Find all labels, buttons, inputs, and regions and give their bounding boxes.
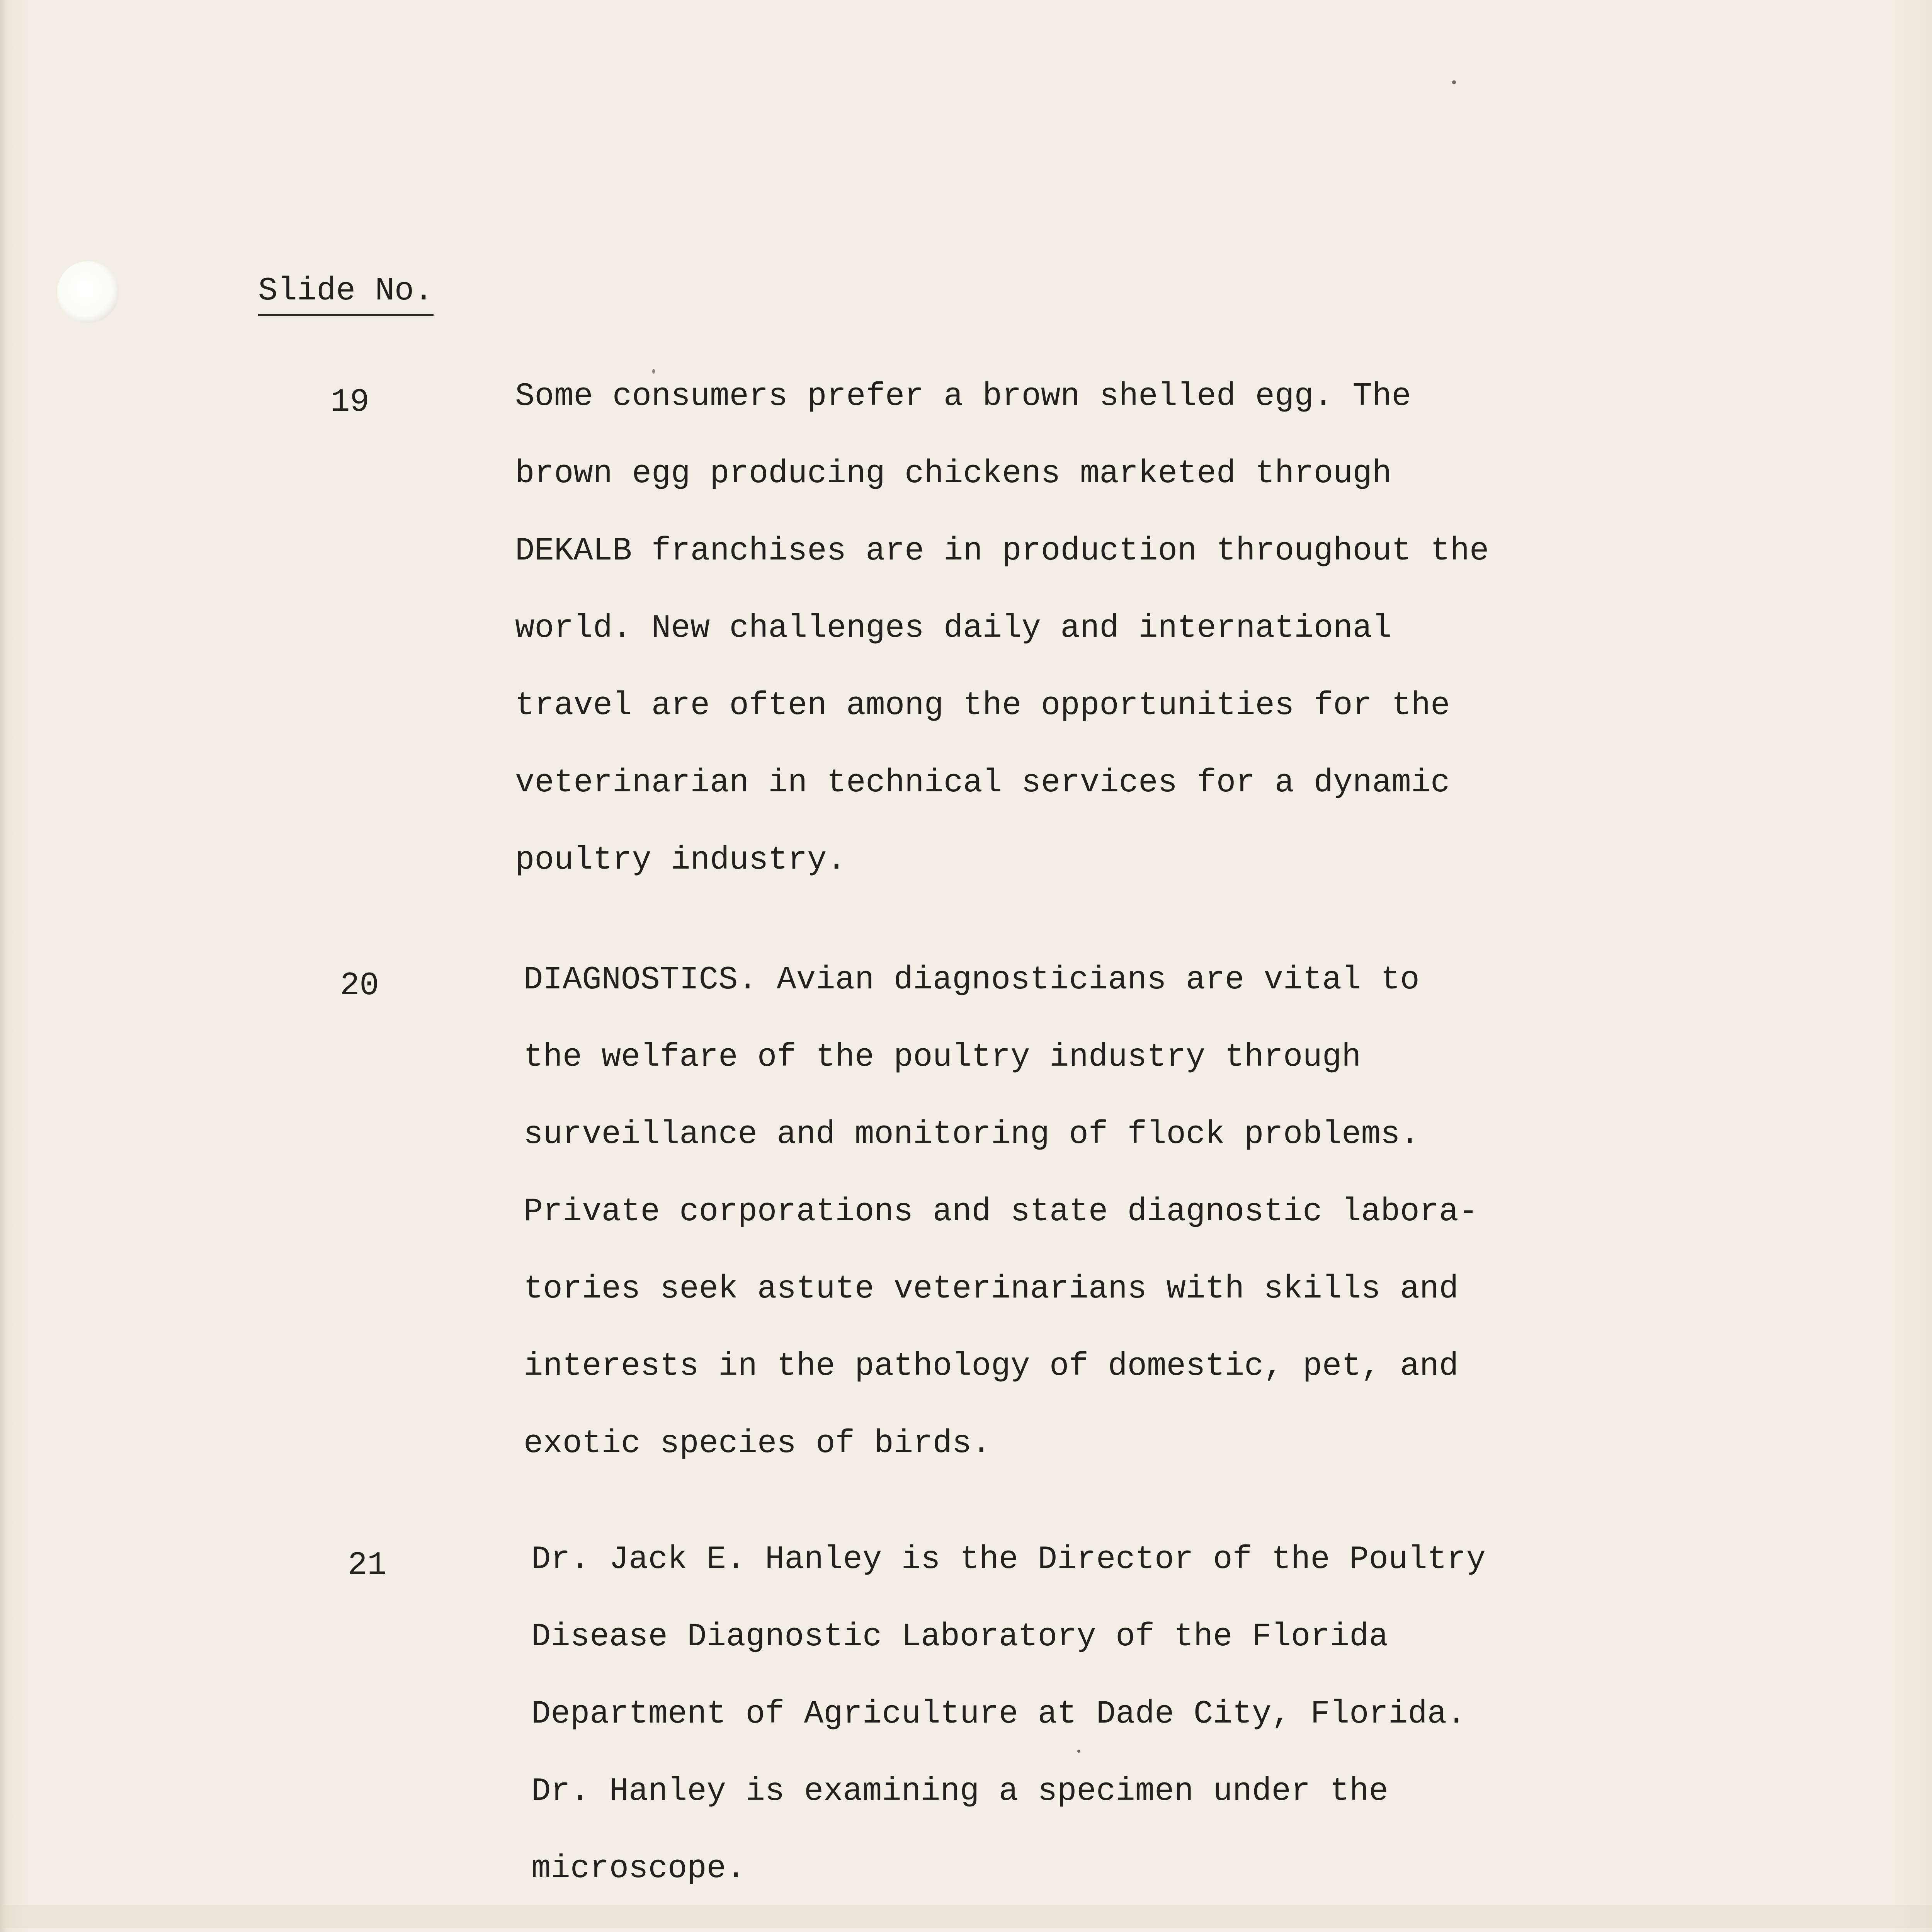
paragraph-line: Dr. Hanley is examining a specimen under the xyxy=(531,1773,1388,1810)
slide-number-20: 20 xyxy=(340,968,379,1004)
paper-speck xyxy=(652,369,655,374)
paragraph-line: Some consumers prefer a brown shelled egg. The xyxy=(515,378,1411,415)
paragraph-line: Department of Agriculture at Dade City, Florida. xyxy=(531,1696,1466,1733)
paper-speck xyxy=(1077,1750,1080,1753)
paragraph-line: the welfare of the poultry industry through xyxy=(524,1039,1361,1076)
paragraph-line: Dr. Jack E. Hanley is the Director of the Poultry xyxy=(531,1541,1486,1578)
paragraph-line: travel are often among the opportunities for the xyxy=(515,687,1450,724)
slide-number-column-header: Slide No. xyxy=(258,275,434,316)
paragraph-line: tories seek astute veterinarians with skills and xyxy=(524,1271,1459,1308)
paragraph-line: microscope. xyxy=(531,1850,746,1887)
punch-hole-top xyxy=(57,261,119,323)
slide-number-21: 21 xyxy=(348,1547,387,1584)
paragraph-line: DEKALB franchises are in production throughout the xyxy=(515,533,1489,570)
paragraph-line: poultry industry. xyxy=(515,842,846,879)
paragraph-line: veterinarian in technical services for a dynamic xyxy=(515,765,1450,801)
paragraph-line: world. New challenges daily and international xyxy=(515,610,1392,647)
paragraph-line: DIAGNOSTICS. Avian diagnosticians are vital to xyxy=(524,962,1420,998)
paragraph-line: Private corporations and state diagnostic labora- xyxy=(524,1194,1478,1230)
paragraph-line: exotic species of birds. xyxy=(524,1425,991,1462)
paper-speck xyxy=(1452,80,1456,84)
scan-shadow-band xyxy=(0,1905,1932,1928)
paragraph-line: brown egg producing chickens marketed through xyxy=(515,456,1392,492)
paragraph-line: Disease Diagnostic Laboratory of the Florida xyxy=(531,1619,1388,1655)
slide-number-19: 19 xyxy=(330,384,369,421)
paragraph-line: surveillance and monitoring of flock problems. xyxy=(524,1116,1420,1153)
paragraph-line: interests in the pathology of domestic, pet, and xyxy=(524,1348,1459,1385)
